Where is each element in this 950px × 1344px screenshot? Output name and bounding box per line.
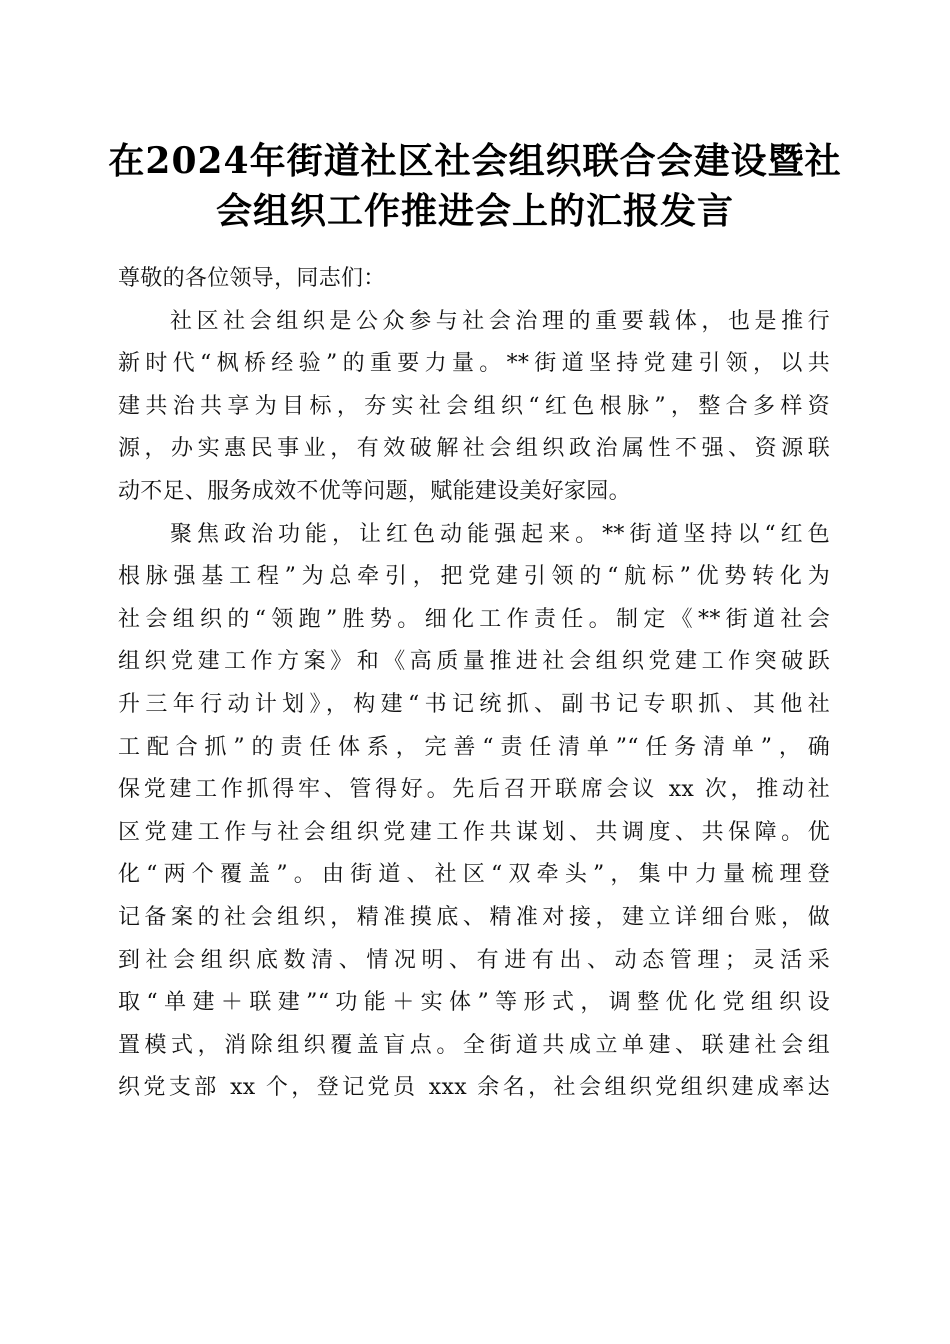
text-line: 化“两个覆盖”。由街道、社区“双牵头”，集中力量梳理登 — [118, 862, 830, 888]
text-line: 新时代“枫桥经验”的重要力量。**街道坚持党建引领，以共 — [118, 351, 830, 377]
text-line: 升三年行动计划》，构建“书记统抓、副书记专职抓、其他社 — [118, 691, 830, 717]
text-line: 组织党建工作方案》和《高质量推进社会组织党建工作突破跃 — [118, 649, 830, 675]
salutation: 尊敬的各位领导，同志们： — [118, 266, 386, 291]
title-line: 在2024年街道社区社会组织联合会建设暨社 — [108, 140, 842, 182]
document-title — [100, 136, 850, 236]
text-line: 置模式，消除组织覆盖盲点。全街道共成立单建、联建社会组 — [118, 1032, 830, 1058]
text-line: 根脉强基工程”为总牵引，把党建引领的“航标”优势转化为 — [118, 564, 830, 590]
document-body — [118, 258, 830, 1110]
text-line: 建共治共享为目标，夯实社会组织“红色根脉”，整合多样资 — [118, 393, 830, 419]
text-line: 织党支部 xx 个，登记党员 xxx 余名，社会组织党组织建成率达 — [118, 1075, 830, 1101]
text-line: 记备案的社会组织，精准摸底、精准对接，建立详细台账，做 — [118, 904, 830, 930]
text-line: 源，办实惠民事业，有效破解社会组织政治属性不强、资源联 — [118, 436, 830, 462]
text-line: 聚焦政治功能，让红色动能强起来。**街道坚持以“红色 — [170, 521, 830, 547]
text-line: 保党建工作抓得牢、管得好。先后召开联席会议 xx 次，推动社 — [118, 777, 830, 803]
text-line: 到社会组织底数清、情况明、有进有出、动态管理；灵活采 — [118, 947, 830, 973]
paragraph-1 — [118, 301, 830, 514]
text-line: 动不足、服务成效不优等问题，赋能建设美好家园。 — [118, 478, 631, 504]
text-line: 社区社会组织是公众参与社会治理的重要载体，也是推行 — [170, 308, 830, 334]
paragraph-2 — [118, 514, 830, 1110]
text-line: 社会组织的“领跑”胜势。细化工作责任。制定《**街道社会 — [118, 606, 830, 632]
text-line: 取“单建＋联建”“功能＋实体”等形式，调整优化党组织设 — [118, 990, 830, 1016]
title-line: 会组织工作推进会上的汇报发言 — [215, 190, 734, 232]
text-line: 工配合抓”的责任体系，完善“责任清单”“任务清单”，确 — [118, 734, 830, 760]
text-line: 区党建工作与社会组织党建工作共谋划、共调度、共保障。优 — [118, 819, 830, 845]
